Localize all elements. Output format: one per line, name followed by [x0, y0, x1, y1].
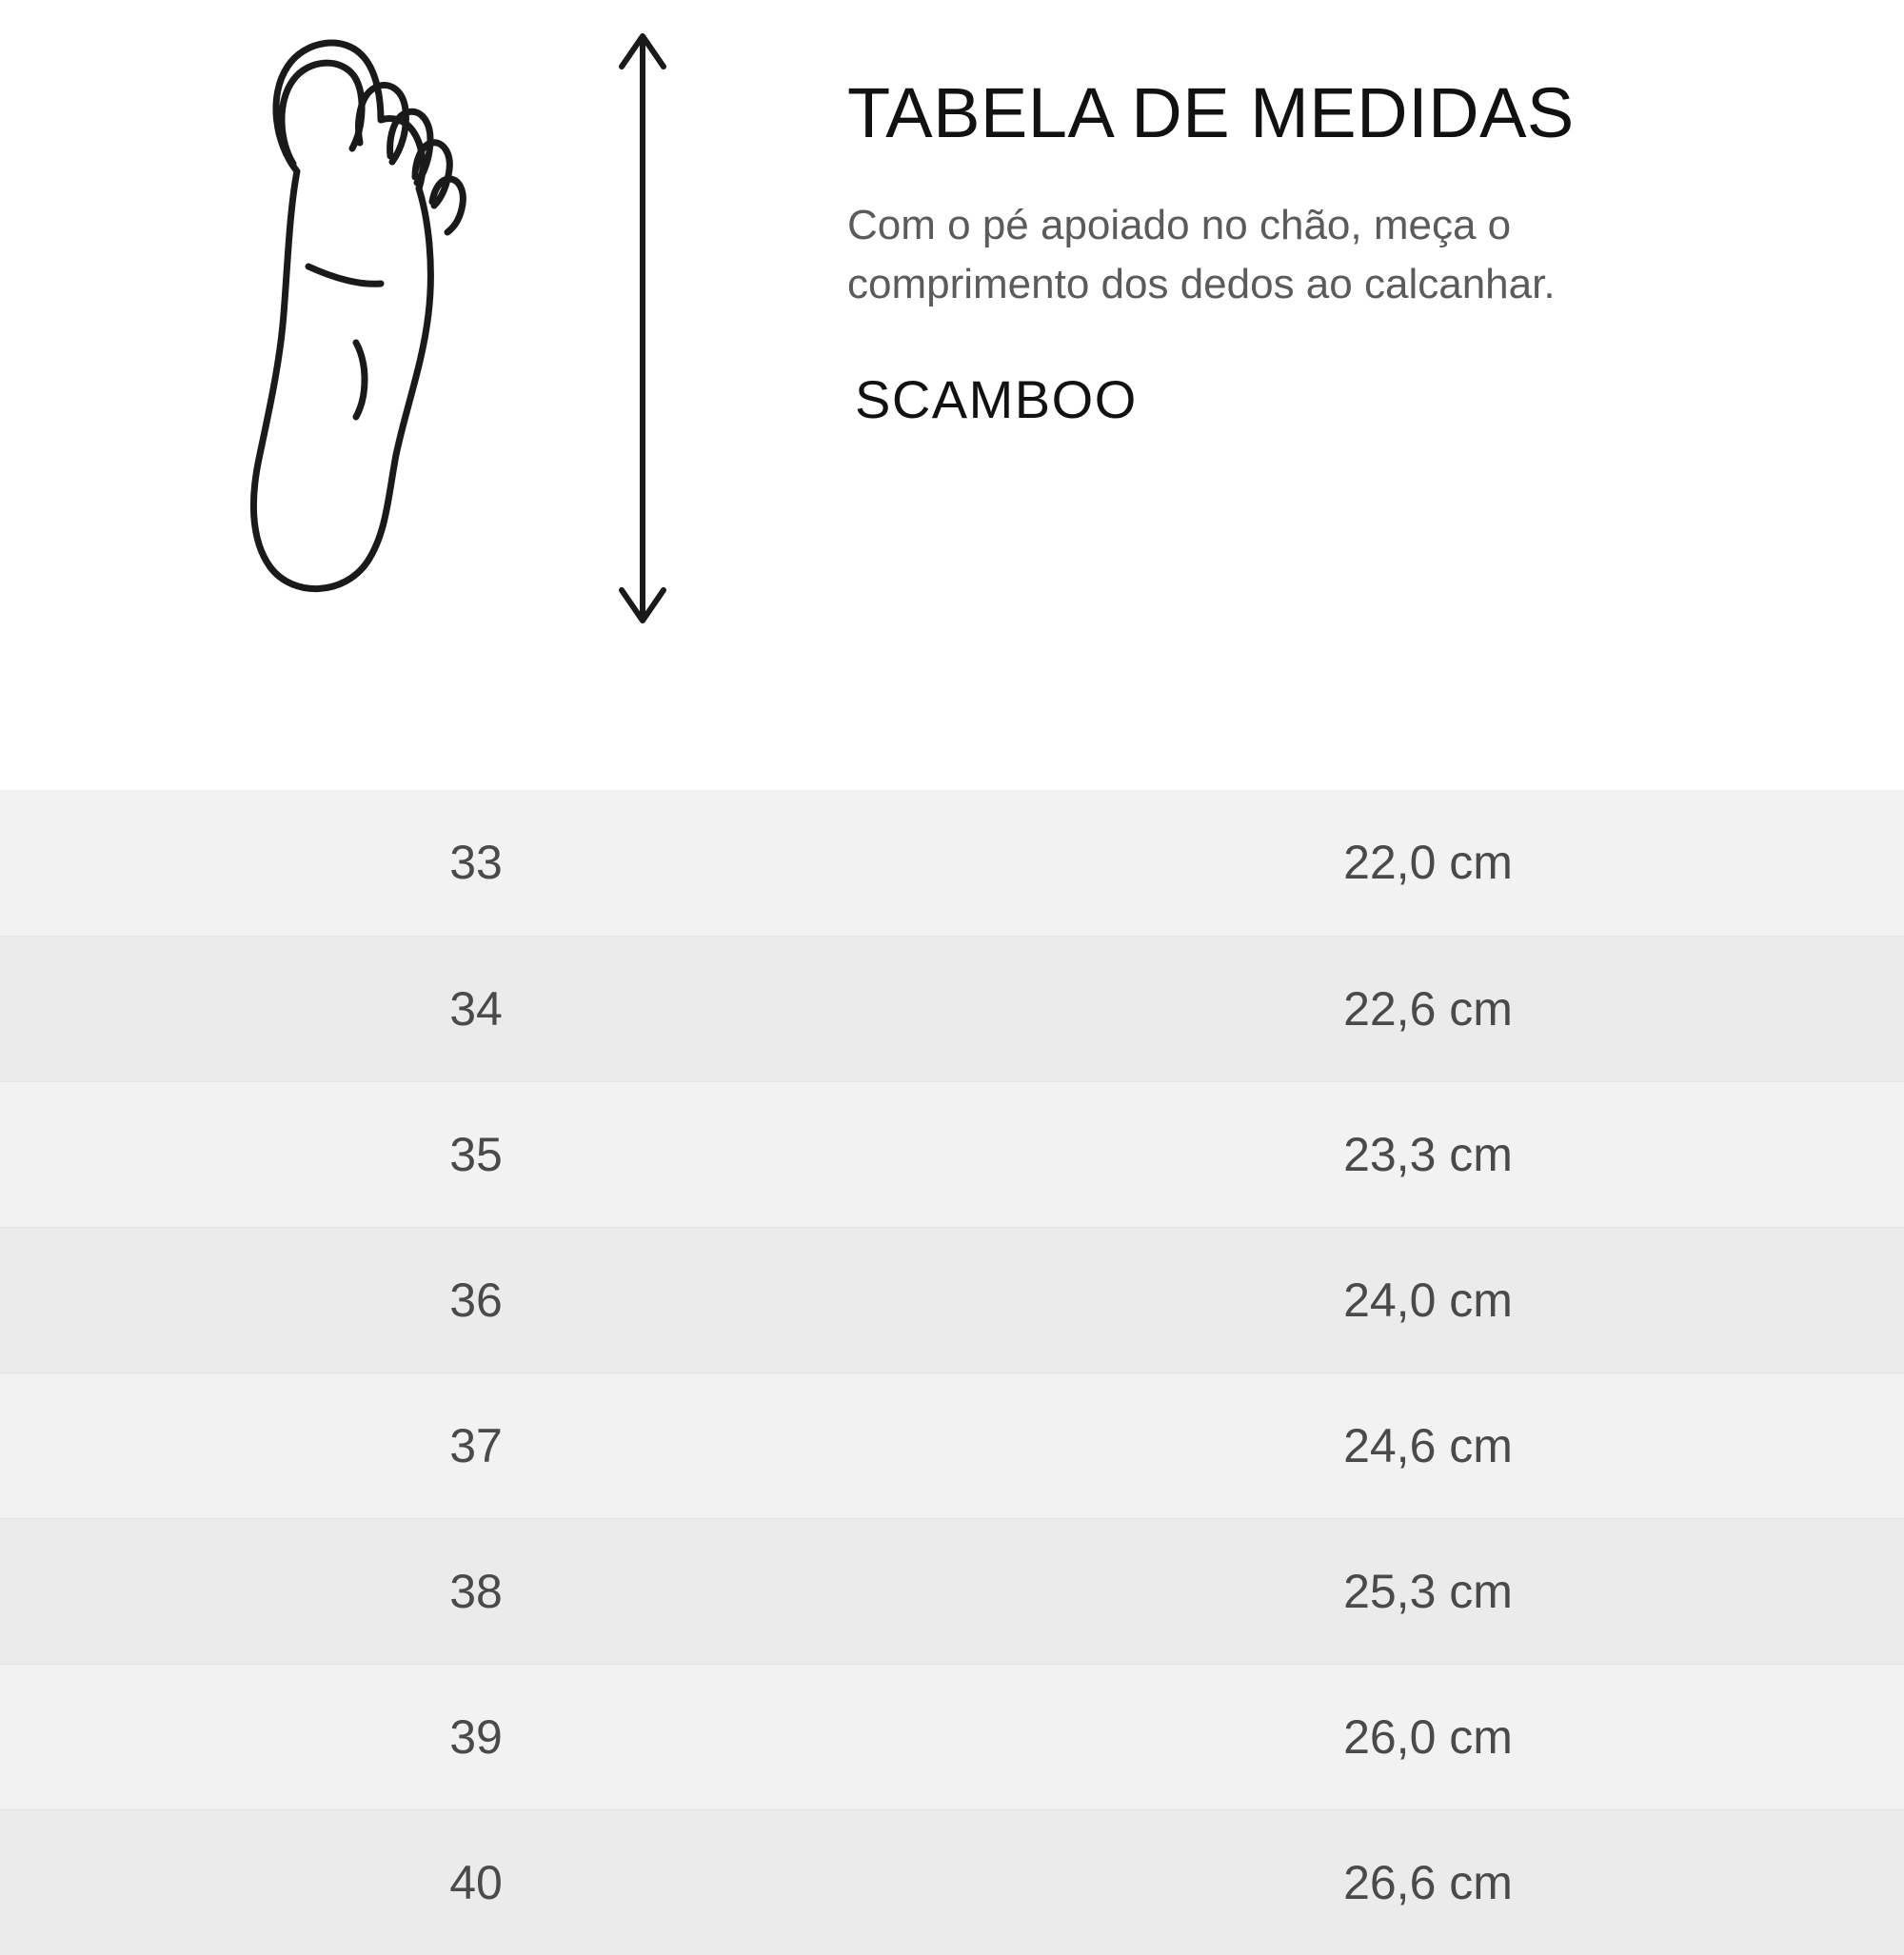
- foot-sole-icon: [238, 29, 486, 628]
- table-row: [0, 1518, 1904, 1664]
- cell-length: 26,0 cm: [952, 1664, 1904, 1809]
- cell-size: 35: [0, 1081, 952, 1227]
- cell-size: 33: [449, 836, 503, 890]
- cell-size: 40: [0, 1809, 952, 1955]
- brand-name: SCAMBOO: [855, 368, 1138, 429]
- size-table: [0, 790, 1904, 1955]
- table-row: [0, 936, 1904, 1081]
- cell-length: 24,6 cm: [952, 1372, 1904, 1518]
- cell-size: 36: [0, 1227, 952, 1372]
- vertical-double-arrow-icon: [609, 29, 676, 628]
- table-row: [0, 1372, 1904, 1518]
- table-row: [0, 1081, 1904, 1227]
- table-row: [0, 1227, 1904, 1372]
- cell-length: 22,6 cm: [952, 936, 1904, 1081]
- cell-size: 39: [0, 1664, 952, 1809]
- header-section: [0, 0, 1904, 790]
- table-row: [0, 790, 1904, 936]
- cell-length: 23,3 cm: [952, 1081, 1904, 1227]
- size-table-body: [0, 790, 1904, 1955]
- header-text-block: [847, 73, 1799, 430]
- page-title: TABELA DE MEDIDAS: [847, 73, 1575, 152]
- table-row: [0, 1809, 1904, 1955]
- cell-length: 22,0 cm: [1343, 836, 1513, 890]
- measuring-instructions: Com o pé apoiado no chão, meça o comprimento dos dedos ao calcanhar.: [847, 201, 1556, 308]
- cell-size: 38: [0, 1518, 952, 1664]
- cell-length: 26,6 cm: [952, 1809, 1904, 1955]
- cell-size: 34: [0, 936, 952, 1081]
- cell-length: 25,3 cm: [952, 1518, 1904, 1664]
- cell-length: 24,0 cm: [952, 1227, 1904, 1372]
- cell-size: 37: [0, 1372, 952, 1518]
- table-row: [0, 1664, 1904, 1809]
